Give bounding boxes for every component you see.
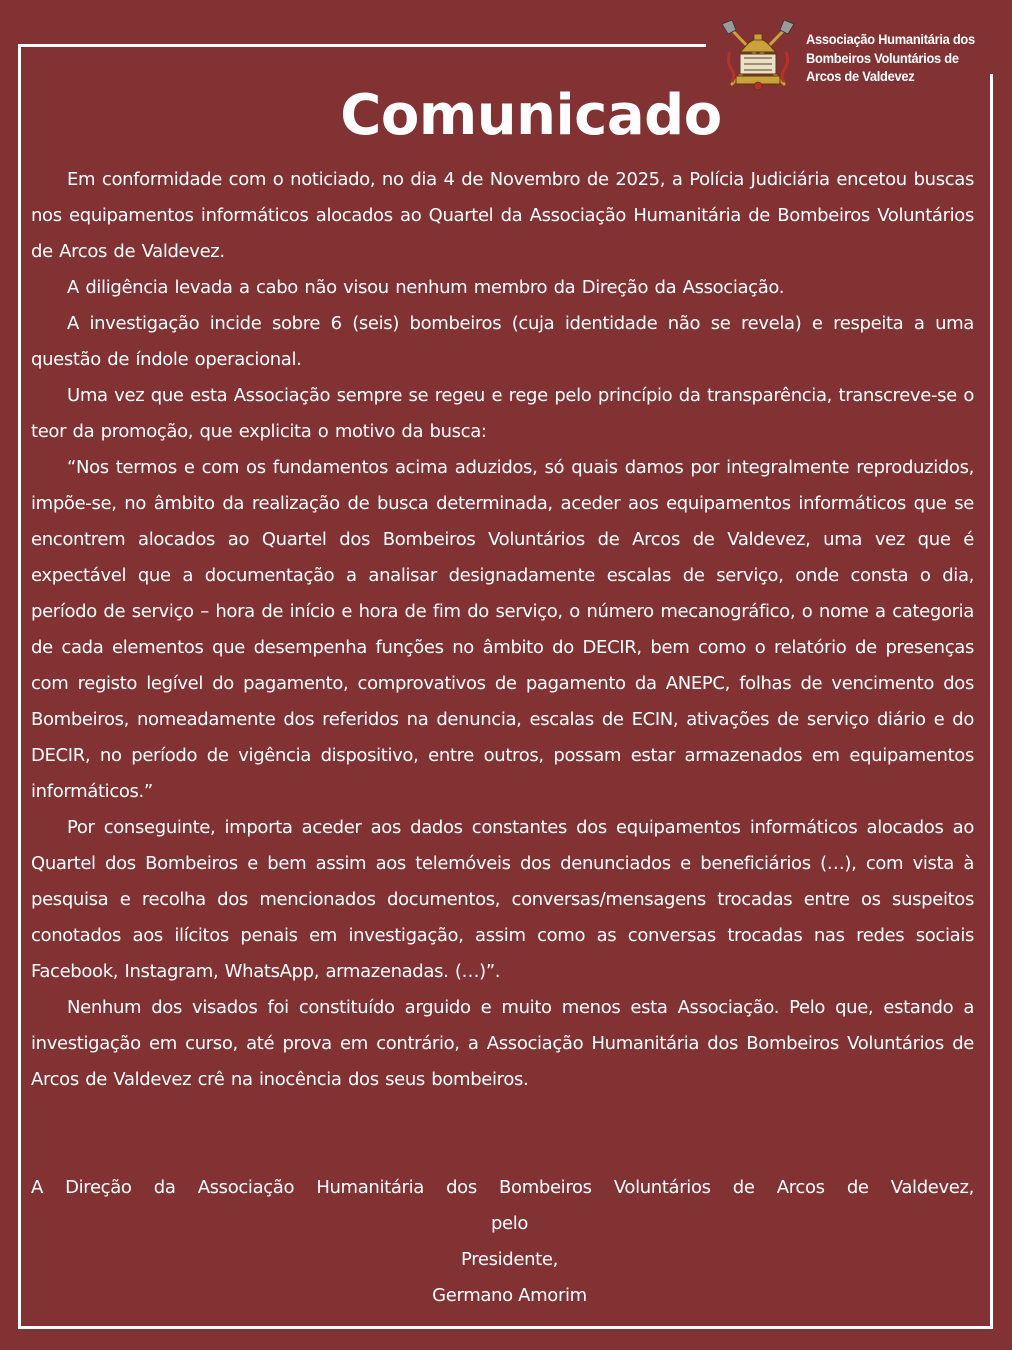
signature-block bbox=[31, 1170, 974, 1314]
announcement-body bbox=[31, 162, 974, 1098]
organization-name-line: Arcos de Valdevez bbox=[806, 68, 915, 84]
signature-direction: A Direção da Associação Humanitária dos Bombeiros Voluntários de Arcos de Valdevez, bbox=[31, 1177, 974, 1198]
paragraph: A diligência levada a cabo não visou nenhum membro da Direção da Associação. bbox=[67, 277, 785, 298]
signature-name: Germano Amorim bbox=[432, 1285, 587, 1306]
frame-top-line bbox=[18, 44, 706, 47]
paragraph: Por conseguinte, importa aceder aos dados constantes dos equipamentos informáticos alocados ao Quartel dos Bombeiros e bem assim aos telemóveis dos denunciados e beneficiários (…), com vista à pesquisa e recolha dos mencionados documentos, conversas/mensagens trocadas entre os suspeitos conotados aos ilícitos penais em investigação, assim como as conversas trocadas nas redes sociais Facebook, Instagram, WhatsApp, armazenadas. (…)”. bbox=[31, 817, 974, 982]
signature-pelo: pelo bbox=[490, 1213, 529, 1234]
page-title: Comunicado bbox=[340, 83, 722, 148]
signature-role: Presidente, bbox=[461, 1249, 558, 1270]
paragraph: Nenhum dos visados foi constituído arguido e muito menos esta Associação. Pelo que, estando a investigação em curso, até prova em contrário, a Associação Humanitária dos Bombeiros Voluntários de Arcos de Valdevez crê na inocência dos seus bombeiros. bbox=[31, 997, 974, 1090]
quoted-paragraph: “Nos termos e com os fundamentos acima aduzidos, só quais damos por integralmente reproduzidos, impõe-se, no âmbito da realização de busca determinada, aceder aos equipamentos informáticos que se encontrem alocados ao Quartel dos Bombeiros Voluntários de Arcos de Valdevez, uma vez que é expectável que a documentação a analisar designadamente escalas de serviço, onde consta o dia, período de serviço – hora de início e hora de fim do serviço, o número mecanográfico, o nome a categoria de cada elementos que desempenha funções no âmbito do DECIR, bem como o relatório de presenças com registo legível do pagamento, comprovativos de pagamento da ANEPC, folhas de vencimento dos Bombeiros, nomeadamente dos referidos na denuncia, escalas de ECIN, ativações de serviço diário e do DECIR, no período de vigência dispositivo, entre outros, possam estar armazenados em equipamentos informáticos.” bbox=[31, 457, 974, 802]
frame-bottom-line bbox=[18, 1326, 993, 1329]
frame-right-line bbox=[990, 74, 993, 1329]
paragraph: A investigação incide sobre 6 (seis) bombeiros (cuja identidade não se revela) e respeita a uma questão de índole operacional. bbox=[31, 313, 974, 370]
organization-name-line: Bombeiros Voluntários de bbox=[806, 49, 959, 66]
organization-name-line: Associação Humanitária dos bbox=[806, 31, 975, 47]
organization-name bbox=[806, 30, 990, 86]
paragraph: Uma vez que esta Associação sempre se regeu e rege pelo princípio da transparência, transcreve-se o teor da promoção, que explicita o motivo da busca: bbox=[31, 385, 974, 442]
paragraph: Em conformidade com o noticiado, no dia 4 de Novembro de 2025, a Polícia Judiciária encetou buscas nos equipamentos informáticos alocados ao Quartel da Associação Humanitária de Bombeiros Voluntários de Arcos de Valdevez. bbox=[31, 169, 974, 262]
frame-left-line bbox=[18, 44, 21, 1329]
